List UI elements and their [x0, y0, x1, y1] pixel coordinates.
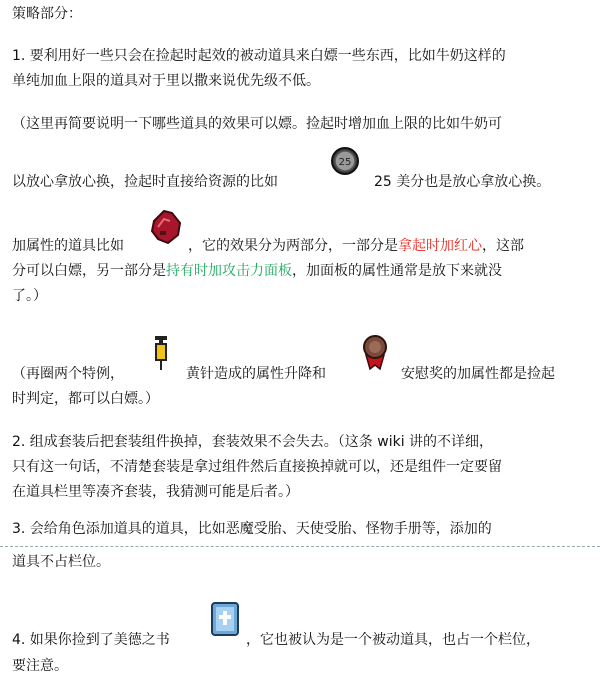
consolation-medal-icon	[358, 333, 392, 371]
p5-line1: 2. 组成套装后把套装组件换掉，套装效果不会失去。（这条 wiki 讲的不详细，	[12, 434, 494, 450]
p6-line2: 道具不占栏位。	[12, 554, 110, 570]
p2-line2a: 以放心拿放心换，捡起时直接给资源的比如	[12, 174, 278, 190]
p4-line2: 时判定，都可以白嫖。）	[12, 391, 159, 407]
p6-line1: 3. 会给角色添加道具的道具，比如恶魔受胎、天使受胎、怪物手册等，添加的	[12, 521, 492, 537]
yellow-syringe-icon	[150, 334, 172, 372]
p3-line1-red: 拿起时加红心	[398, 238, 482, 254]
p7-line1a: 4. 如果你捡到了美德之书	[12, 632, 170, 648]
p3-line1c: ，这部	[482, 238, 524, 254]
p3-line2	[12, 261, 502, 281]
p7-line1b: ，它也被认为是一个被动道具，也占一个栏位，	[246, 632, 540, 648]
coin-25-icon	[330, 146, 360, 176]
p3-line1-rest	[188, 236, 524, 256]
book-of-virtues-icon	[208, 601, 242, 639]
p3-line2-green: 持有时加攻击力面板	[166, 263, 292, 279]
p5-line2: 只有这一句话，不清楚套装是拿过组件然后直接换掉就可以，还是组件一定要留	[12, 459, 502, 475]
p4-line1a: （再圈两个特例，	[12, 366, 124, 382]
p2-line2b: 25 美分也是放心拿放心换。	[374, 174, 551, 190]
p3-line2b: ，加面板的属性通常是放下来就没	[292, 263, 502, 279]
p3-line1b: ，它的效果分为两部分，一部分是	[188, 238, 398, 254]
page-break-divider	[0, 546, 600, 547]
p3-line1a: 加属性的道具比如	[12, 238, 124, 254]
meat-item-icon	[146, 205, 186, 249]
p4-line1c: 安慰奖的加属性都是捡起	[401, 366, 555, 382]
p1-line1: 1. 要利用好一些只会在捡起时起效的被动道具来白嫖一些东西，比如牛奶这样的	[12, 48, 506, 64]
coin-label: 25	[338, 157, 352, 168]
p5-line3: 在道具栏里等凑齐套装，我猜测可能是后者。）	[12, 484, 299, 500]
p1-line2: 单纯加血上限的道具对于里以撒来说优先级不低。	[12, 73, 320, 89]
p3-line3: 了。）	[12, 288, 47, 304]
p2-line1: （这里再简要说明一下哪些道具的效果可以嫖。捡起时增加血上限的比如牛奶可	[12, 116, 502, 132]
section-title: 策略部分：	[12, 6, 82, 22]
p4-line1b: 黄针造成的属性升降和	[186, 366, 326, 382]
p3-line2a: 分可以白嫖，另一部分是	[12, 263, 166, 279]
p7-line2: 要注意。	[12, 658, 68, 674]
